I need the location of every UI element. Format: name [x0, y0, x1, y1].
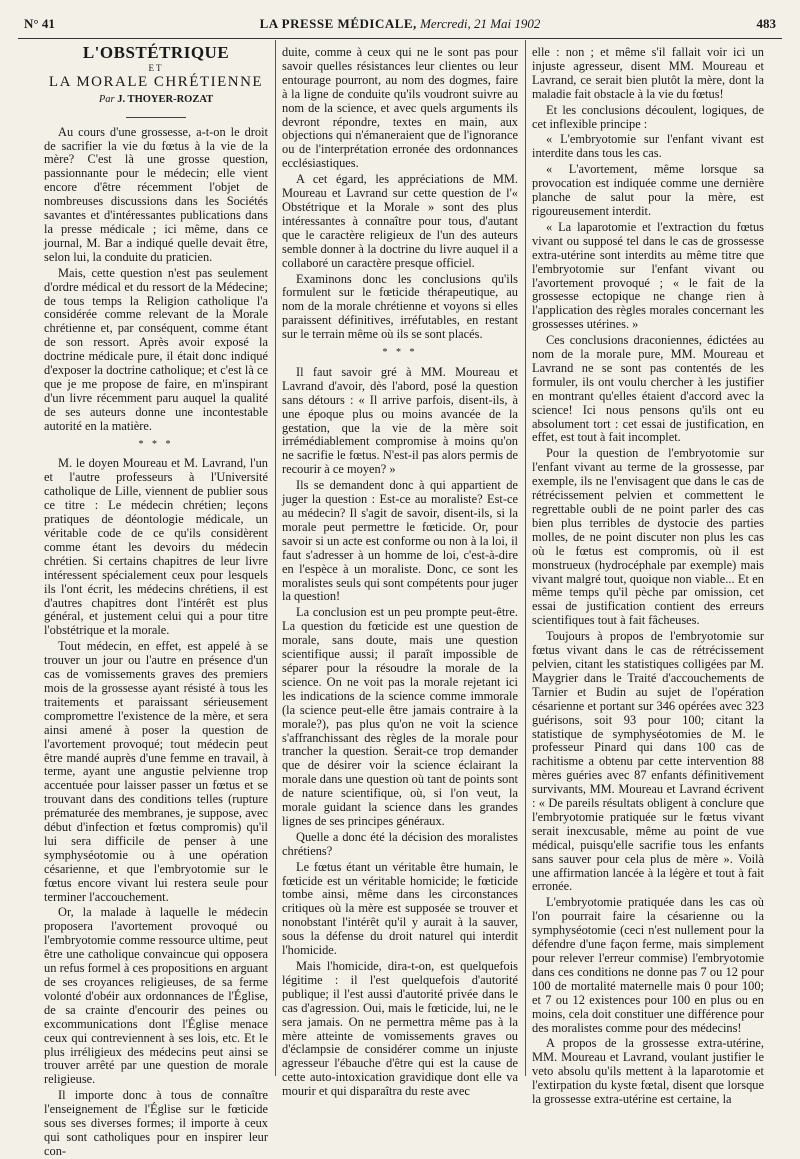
- paragraph: Il importe donc à tous de connaître l'enseignement de l'Église sur le fœticide sous ses diverses formes; il importe à ceux qui sont catholiques pour en inspirer leur con-: [44, 1088, 268, 1158]
- paragraph: Ils se demandent donc à qui appartient de juger la question : Est-ce au moraliste? Est-ce au médecin? Il s'agit de savoir, disent-ils, si la morale peut permettre le fœticide. Or, pour savoir si un acte est conforme ou non à la loi, il faut s'adresser à un homme de loi, c'est-à-dire en l'espèce à un moraliste. Donc, ce sont les moralistes seuls qui sont compétents pour juger la question!: [282, 478, 518, 604]
- paragraph: Le fœtus étant un véritable être humain, le fœticide est un véritable homicide; le fœticide tombe ainsi, même dans les circonstances critiques où la mère est supposée se trouver et nonobstant l'intérêt qu'il y aurait à la sauver, sous la défense du droit naturel qui interdit l'homicide.: [282, 859, 518, 958]
- journal-line: [24, 16, 776, 32]
- paragraph: Mais, cette question n'est pas seulement d'ordre médical et du ressort de la Médecine; de tous temps la Religion catholique l'a considérée comme relevant de la Morale chrétienne et, par conséquent, comme étant de son ressort. Après avoir exposé la doctrine médicale pure, il était donc indiqué d'exposer la doctrine catholique; et c'est là ce que je me propose de faire, en m'inspirant d'un livre récemment paru auquel la qualité de ses auteurs donne une incontestable autorité en la matière.: [44, 265, 268, 433]
- article-title: L'OBSTÉTRIQUE: [82, 43, 230, 62]
- paragraph: Il faut savoir gré à MM. Moureau et Lavrand d'avoir, dès l'abord, posé la question sans détours : « Il arrive parfois, disent-ils, à une époque plus ou moins avancée de la gestation, que la vie de la mère soit irrémédiablement compromise à moins qu'on ne sacrifie le fœtus. N'est-il pas alors permis de recourir à ce moyen? »: [282, 364, 518, 477]
- paragraph: A cet égard, les appréciations de MM. Moureau et Lavrand sur cette question de l'« Obstétrique et la Morale » sont des plus intéressantes à connaître pour tous, d'autant que le caractère religieux de l'un des auteurs semble donner à la doctrine du livre auquel il a collaboré un caractère presque officiel.: [282, 172, 518, 270]
- paragraph: Mais l'homicide, dira-t-on, est quelquefois légitime : il l'est quelquefois d'autorité publique; il l'est aussi d'autorité privée dans le cas d'agression. Oui, mais le fœticide, lui, ne le sera jamais. On ne permettra même pas à la mère atteinte de vomissements graves ou d'éclampsie de considérer comme un injuste agresseur l'ébauche d'être qui est la cause de cette auto-intoxication gravidique dont elle va mourir et qui disparaîtra du reste avec: [282, 959, 518, 1099]
- paragraph: duite, comme à ceux qui ne le sont pas pour savoir quelles résistances leur clientes ou leur entourage pourront, au nom des dogmes, faire à la ligne de conduite qu'ils voudront suivre au nom de la science, et avec quels arguments ils devront répondre, textes en main, aux objections qui n'émaneraient que de l'ignorance ou de l'interprétation erronée des ordonnances ecclésiastiques.: [282, 45, 518, 171]
- column-2: [282, 45, 518, 1099]
- column-1: [44, 43, 268, 1158]
- paragraph: A propos de la grossesse extra-utérine, MM. Moureau et Lavrand, voulant justifier le veto absolu qu'ils mettent à la laparotomie et l'extirpation du kyste fœtal, disent que lorsque la grossesse extra-utérine est certaine, la: [532, 1036, 764, 1107]
- column-3: [532, 45, 764, 1107]
- column-divider-1: [275, 40, 276, 1076]
- paragraph: La conclusion est un peu prompte peut-être. La question du fœticide est une question de morale, sans doute, mais une question scientifique aussi; il paraît impossible de séparer pour la résoudre la morale de la science. On ne voit pas la morale rejetant ici les indications de la science comme immorale (la science peut-elle être jamais contraire à la morale?), pas plus qu'on ne voit la science s'affranchissant des règles de la morale pour trancher la question. Serait-ce trop demander que de désirer voir la science éclairant la morale dans une question où tant de points sont de nature scientifique, où, si l'on veut, la morale guidant la science dans les grandes lignes de ses principes généraux.: [282, 605, 518, 828]
- paragraph: Pour la question de l'embryotomie sur l'enfant vivant au terme de la grossesse, par exemple, ils ne l'envisagent que dans le cas de rétrécissement pelvien et commettent le regrettable oubli de ne point parler des cas bien plus terribles de dystocie des parties molles, de ne point discuter non plus les cas où le fœtus est compromis, où il est monstrueux (hydrocéphale par exemple) mais vivant malgré tout, quoique non viable... Et en même temps qu'il pèche par omission, cet essai de justification contient des erreurs scientifiques tout à fait fâcheuses.: [532, 446, 764, 628]
- issue-date: Mercredi, 21 Mai 1902: [420, 16, 541, 31]
- paragraph: Quelle a donc été la décision des moralistes chrétiens?: [282, 829, 518, 858]
- paragraph: Toujours à propos de l'embryotomie sur fœtus vivant dans le cas de rétrécissement pelvien, citant les statistiques colligées par M. Maygrier dans le Traité d'accouchements de Tarnier et Budin au sujet de l'opération césarienne et portant sur 346 opérées avec 323 guérisons, soit 93 pour 100; citant la statistique de symphyséotomies de M. le professeur Pinard qui dans 100 cas de rachitisme a obtenu par cette intervention 88 mères guéries avec 87 enfants définitivement survivants, MM. Moureau et Lavrand écrivent : « De pareils résultats obligent à conclure que l'embryotomie pratiquée sur le fœtus vivant serait inexcusable, même au point de vue médical, puisqu'elle sacrifie tous les enfants sans sauver pour cela plus de mère ». Voilà une affirmation lancée à la légère et tout à fait erronée.: [532, 629, 764, 894]
- section-separator: * * *: [382, 347, 418, 359]
- author-name: J. THOYER-ROZAT: [117, 93, 214, 105]
- section-separator: * * *: [138, 438, 174, 450]
- paragraph: L'embryotomie pratiquée dans les cas où l'on pourrait faire la césarienne ou la symphyséotomie (ceci n'est nullement pour la défendre d'une façon ferme, mais simplement pour relever l'erreur commise) l'embryotomie dans ces conditions ne donne pas 7 ou 12 pour 100 de mortalité maternelle mais 0 pour 100; et 7 ou 12 existences pour 100 en plus ou en moins, cela doit constituer une différence pour des moralistes comme pour des médecins!: [532, 895, 764, 1035]
- journal-name: LA PRESSE MÉDICALE,: [259, 16, 417, 31]
- paragraph: Au cours d'une grossesse, a-t-on le droit de sacrifier la vie du fœtus à la vie de la mère? C'est là une grosse question, passionnante pour le médecin; elle vient encore d'être récemment l'objet de nombreuses discussions dans les Sociétés savantes et d'intéressantes publications dans la presse médicale ; ici même, dans ce journal, M. Bar a indiqué quelle devait être, selon lui, la conduite du praticien.: [44, 124, 268, 264]
- article-author: [44, 93, 268, 107]
- author-prefix: Par: [98, 93, 115, 105]
- paragraph: « La laparotomie et l'extraction du fœtus vivant ou supposé tel dans le cas de grossesse extra-utérine sont interdits au même titre que l'embryotomie sur l'enfant vivant ou l'avortement provoqué ; « le fait de la grossesse ectopique ne change rien à l'application des règles morales concernant les grossesses utérines. »: [532, 219, 764, 332]
- paragraph: Examinons donc les conclusions qu'ils formulent sur le fœticide thérapeutique, au nom de la morale chrétienne et voyons si elles paraissent définitives, irréfutables, en restant sur le terrain même où ils se sont placés.: [282, 271, 518, 342]
- paragraph: M. le doyen Moureau et M. Lavrand, l'un et l'autre professeurs à l'Université catholique de Lille, viennent de publier sous ce titre : Le médecin chrétien; leçons pratiques de déontologie médicale, un véritable code de ce qu'ils considèrent comme étant les devoirs du médecin chrétien. Si certains chapitres de leur livre intéressent spécialement ceux pour lesquels ils l'ont écrit, les médecins chrétiens, il est d'autres chapitres dont l'intérêt est plus général, et justement celui qui a pour titre l'obstétrique et la morale.: [44, 456, 268, 638]
- article-title-et: ET: [148, 62, 164, 73]
- column-divider-2: [525, 40, 526, 1076]
- paragraph: Et les conclusions découlent, logiques, de cet inflexible principe :: [532, 102, 764, 131]
- paragraph: « L'avortement, même lorsque sa provocation est indiquée comme une dernière planche de salut pour la mère, est rigoureusement interdit.: [532, 162, 764, 218]
- title-rule: [126, 117, 186, 118]
- header-rule: [18, 38, 782, 39]
- paragraph: « L'embryotomie sur l'enfant vivant est interdite dans tous les cas.: [532, 132, 764, 161]
- page-number: 483: [756, 16, 776, 31]
- paragraph: Tout médecin, en effet, est appelé à se trouver un jour ou l'autre en présence d'un cas de vomissements graves des premiers mois de la grossesse ayant résisté à tous les traitements et paraissant sérieusement compromettre l'existence de la mère, et sera ainsi amené à poser la question de l'avortement provoqué; tout médecin peut être mandé auprès d'une femme en travail, à terme, ayant une angustie pelvienne trop accentuée pour laisser passer un fœtus et se trouvant dans des conditions telles (rupture prématurée des membranes, je suppose, avec début d'infection et fœtus compromis) qu'il lui sera difficile de penser à une symphyséotomie ou à une opération césarienne, et que l'embryotomie sur le fœtus encore vivant lui restera seule pour terminer l'accouchement.: [44, 639, 268, 904]
- paragraph: Ces conclusions draconiennes, édictées au nom de la morale pure, MM. Moureau et Lavrand ne se sont pas contentés de les formuler, ils ont voulu chercher à les justifier en montrant qu'elles étaient d'accord avec la science! Ici nous pensons qu'ils ont eu absolument tort : cet essai de justification, en effet, est tout à fait incomplet.: [532, 333, 764, 445]
- issue-number: N° 41: [24, 16, 55, 31]
- article-subtitle: LA MORALE CHRÉTIENNE: [48, 73, 264, 90]
- paragraph: Or, la malade à laquelle le médecin proposera l'avortement provoqué ou l'embryotomie comme ressource ultime, peut être une catholique convaincue qui opposera un refus formel à ces propositions en arguant de ses croyances religieuses, de sa ferme volonté d'obéir aux ordonnances de l'Église, de sa crainte d'encourir des peines ou excommunications dont l'Église menace ceux qui contreviennent à ses lois, etc. Et le plus irréligieux des médecins peut ainsi se trouver arrêté par une question de morale religieuse.: [44, 905, 268, 1087]
- page-header: [24, 14, 776, 36]
- paragraph: elle : non ; et même s'il fallait voir ici un injuste agresseur, disent MM. Moureau et Lavrand, ce serait bien plutôt la mère, dont la maladie fait obstacle à la vie du fœtus!: [532, 45, 764, 101]
